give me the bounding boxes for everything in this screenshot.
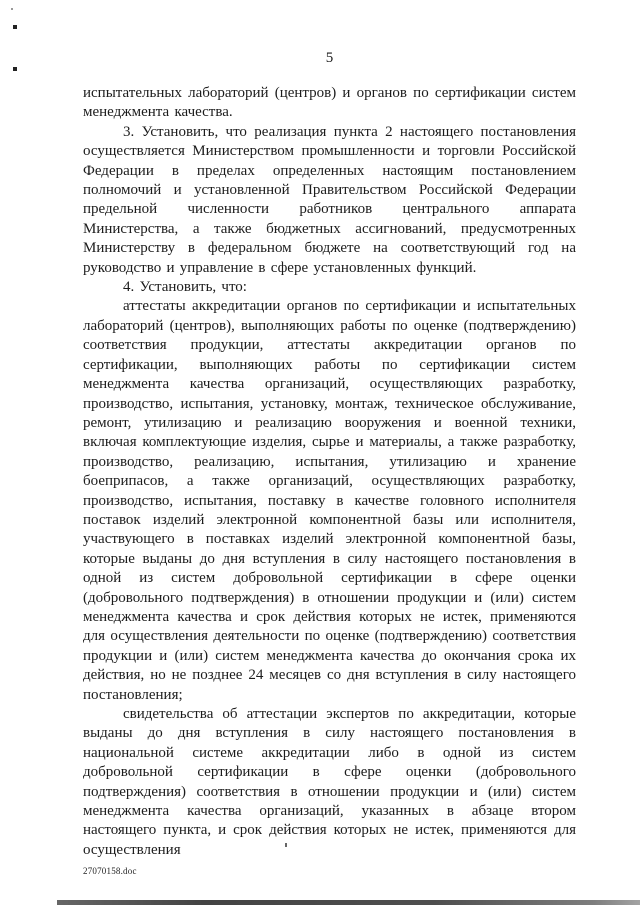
scan-artifact-dot [285, 843, 287, 847]
paragraph-svidetelstva: свидетельства об аттестации экспертов по аккредитации, которые выданы до дня вступления в силу настоящего постановления в национальной системе аккредитации либо в одной из систем добровольной сертификации в сфере оценки (добровольного подтверждения) соответствия в отношении продукции и (или) систем менеджмента качества организаций, указанных в абзаце втором настоящего пункта, и срок действия которых не истек, применяются для осуществления [83, 706, 576, 858]
document-body [83, 84, 576, 860]
paragraph-item-4: 4. Установить, что: [123, 279, 247, 296]
scan-edge-shadow [57, 900, 640, 905]
paragraph-attestaty: аттестаты аккредитации органов по сертификации и испытательных лабораторий (центров), выполняющих работы по оценке (подтверждению) соответствия продукции, аттестаты аккредитации органов по сертификации, выполняющих работы по сертификации систем менеджмента качества организаций, осуществляющих разработку, производство, испытания, установку, монтаж, техническое обслуживание, ремонт, утилизацию и реализацию вооружения и военной техники, включая комплектующие изделия, сырье и материалы, а также разработку, производство, реализацию, испытания, утилизацию и хранение боеприпасов, а также организаций, осуществляющих разработку, производство, испытания, поставку в качестве головного исполнителя поставок изделий электронной компонентной базы или исполнителя, участвующего в поставках изделий электронной компонентной базы, которые выданы до дня вступления в силу настоящего постановления в одной из систем добровольной сертификации в сфере оценки (добровольного подтверждения) в отношении продукции и (или) систем менеджмента качества и срок действия которых не истек, применяются для осуществления деятельности по оценке (подтверждению) соответствия продукции и (или) систем менеджмента качества до окончания срока их действия, но не позднее 24 месяцев со дня вступления в силу настоящего постановления; [83, 298, 576, 703]
scan-artifact-dot [13, 67, 17, 71]
page-number: 5 [325, 50, 334, 66]
paragraph-continuation: испытательных лабораторий (центров) и органов по сертификации систем менеджмента качества. [83, 85, 576, 121]
document-filename: 27070158.doc [83, 866, 137, 876]
paragraph-item-3: 3. Установить, что реализация пункта 2 настоящего постановления осуществляется Министерством промышленности и торговли Российской Федерации в пределах определенных настоящим постановлением полномочий и установленной Правительством Российской Федерации предельной численности работников центрального аппарата Министерства, а также бюджетных ассигнований, предусмотренных Министерству в федеральном бюджете на соответствующий год на руководство и управление в сфере установленных функций. [83, 123, 576, 276]
scan-artifact-dot [11, 8, 13, 10]
scan-artifact-dot [13, 25, 17, 29]
